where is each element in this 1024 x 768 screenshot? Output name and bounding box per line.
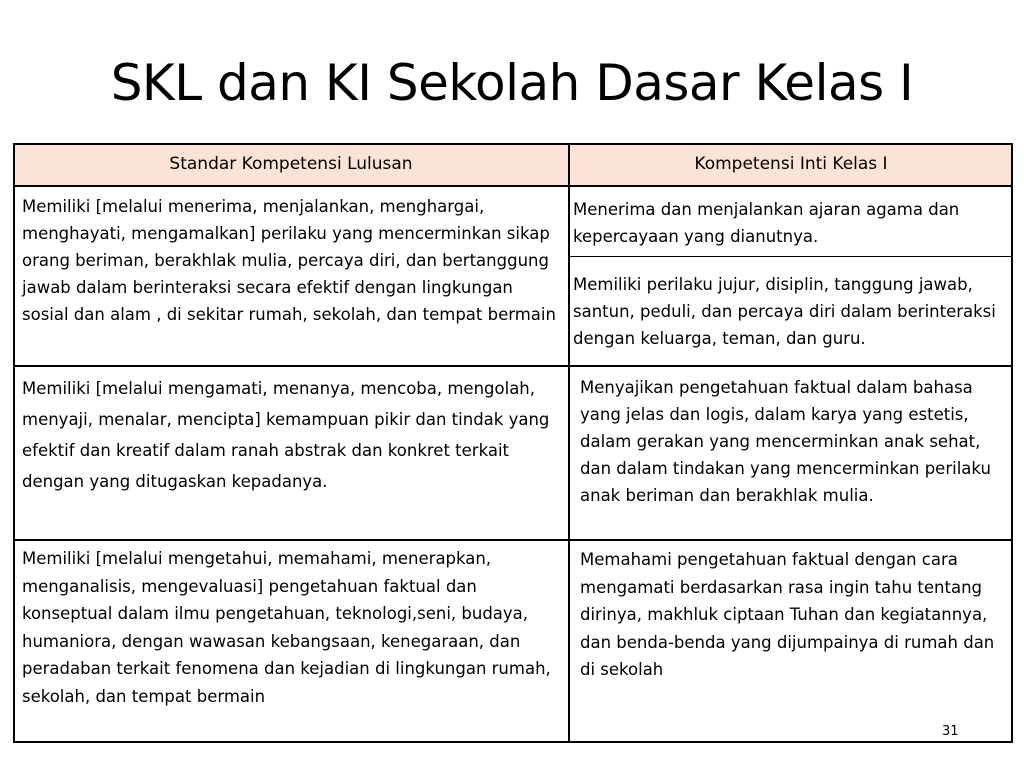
table-border-top: [13, 143, 1013, 145]
table-border-header: [13, 185, 1013, 187]
header-ki: Kompetensi Inti Kelas I: [694, 154, 888, 174]
table-border-row1: [13, 365, 1013, 367]
table-border-right: [1011, 143, 1013, 743]
table-border-ki-split: [569, 256, 1013, 257]
ki-cell-2: Memiliki perilaku jujur, disiplin, tanggung jawab, santun, peduli, dan percaya diri dalam berinteraksi dengan keluarga, teman, dan guru.: [573, 275, 996, 348]
ki-cell-4: Memahami pengetahuan faktual dengan cara mengamati berdasarkan rasa ingin tahu tentang dirinya, makhluk ciptaan Tuhan dan kegiatannya, dan benda-benda yang dijumpainya di rumah dan di sekolah: [580, 550, 995, 679]
ki-cell-3: Menyajikan pengetahuan faktual dalam bahasa yang jelas dan logis, dalam karya yang estetis, dalam gerakan yang mencerminkan anak sehat, dan dalam tindakan yang mencerminkan perilaku anak beriman dan berakhlak mulia.: [580, 378, 991, 505]
ki-cell-1: Menerima dan menjalankan ajaran agama dan kepercayaan yang dianutnya.: [573, 200, 960, 246]
table-border-middle: [568, 143, 570, 743]
page-number: 31: [942, 724, 959, 739]
table-border-left: [13, 143, 15, 743]
skl-cell-3: Memiliki [melalui mengetahui, memahami, menerapkan, menganalisis, mengevaluasi] pengetahuan faktual dan konseptual dalam ilmu pengetahuan, teknologi,seni, budaya, humaniora, dengan wawasan kebangsaan, kenegaraan, dan peradaban terkait fenomena dan kejadian di lingkungan rumah, sekolah, dan tempat bermain: [22, 549, 551, 706]
skl-cell-1: Memiliki [melalui menerima, menjalankan, menghargai, menghayati, mengamalkan] perilaku yang mencerminkan sikap orang beriman, berakhlak mulia, percaya diri, dan bertanggung jawab dalam berinteraksi secara efektif dengan lingkungan sosial dan alam , di sekitar rumah, sekolah, dan tempat bermain: [22, 197, 556, 324]
header-skl: Standar Kompetensi Lulusan: [169, 154, 413, 174]
slide-title: SKL dan KI Sekolah Dasar Kelas I: [110, 54, 914, 112]
table-border-bottom: [13, 741, 1013, 743]
competency-table: [13, 143, 1013, 743]
table-border-row2: [13, 539, 1013, 541]
skl-cell-2: Memiliki [melalui mengamati, menanya, mencoba, mengolah, menyaji, menalar, mencipta] kemampuan pikir dan tindak yang efektif dan kreatif dalam ranah abstrak dan konkret terkait dengan yang ditugaskan kepadanya.: [22, 379, 550, 491]
